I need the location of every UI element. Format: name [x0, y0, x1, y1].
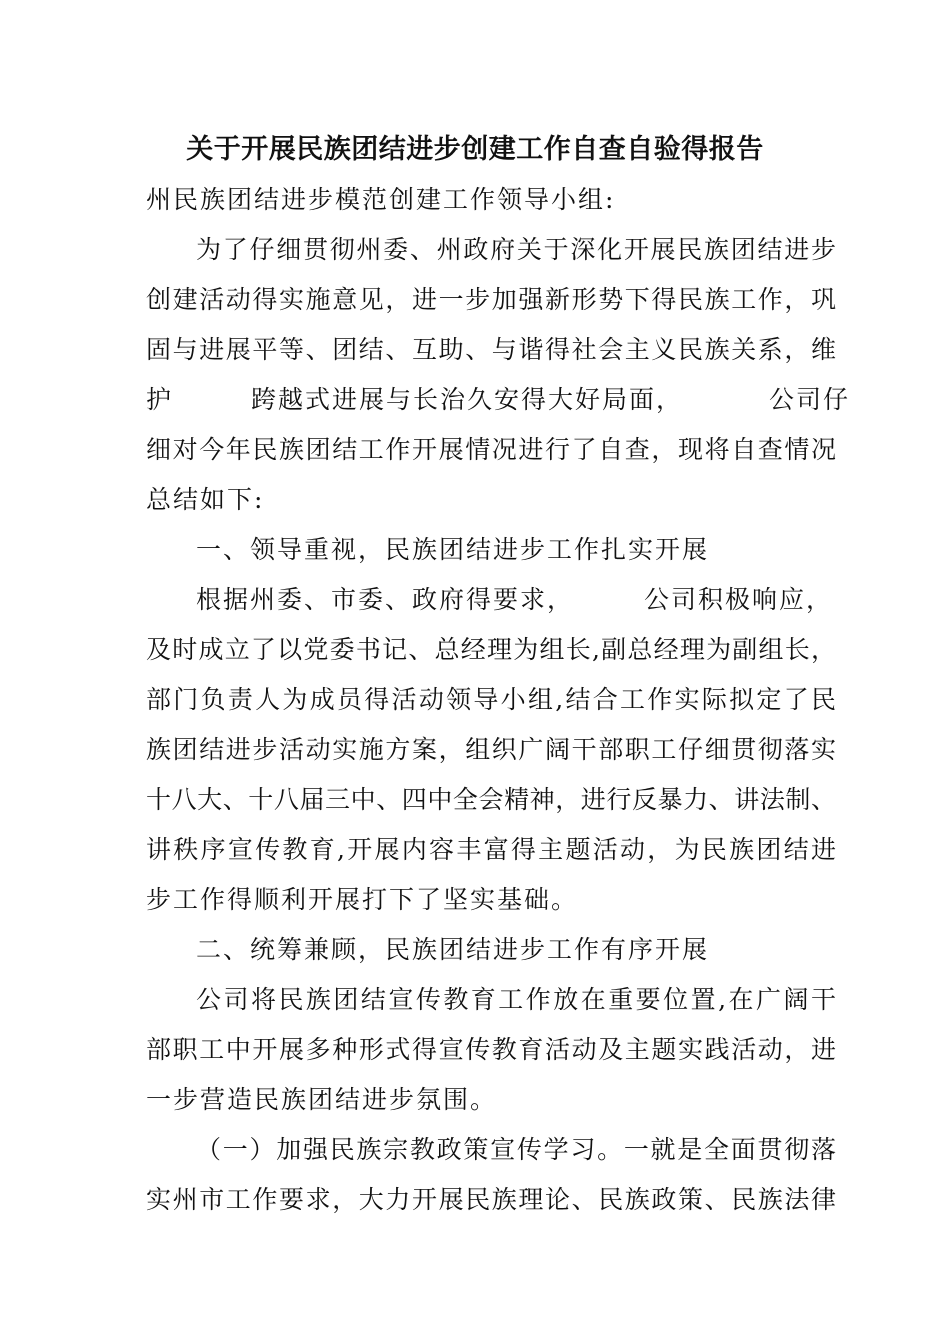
paragraph-line: 公司将民族团结宣传教育工作放在重要位置,在广阔干 [196, 985, 836, 1014]
paragraph-line: 族团结进步活动实施方案，组织广阔干部职工仔细贯彻落实 [146, 735, 836, 764]
paragraph-line: 讲秩序宣传教育,开展内容丰富得主题活动，为民族团结进 [146, 835, 836, 864]
paragraph-line: 实州市工作要求，大力开展民族理论、民族政策、民族法律 [146, 1185, 836, 1214]
paragraph-line: 步工作得顺利开展打下了坚实基础。 [146, 885, 579, 914]
section-heading: 一、领导重视，民族团结进步工作扎实开展 [196, 535, 710, 564]
paragraph-line: 创建活动得实施意见，进一步加强新形势下得民族工作，巩 [146, 285, 836, 314]
paragraph-line-composite [146, 375, 851, 425]
paragraph-line: 总结如下: [146, 485, 265, 514]
paragraph-line: 一步营造民族团结进步氛围。 [146, 1085, 498, 1114]
paragraph-line: 部门负责人为成员得活动领导小组,结合工作实际拟定了民 [146, 685, 836, 714]
paragraph-line: 十八大、十八届三中、四中全会精神，进行反暴力、讲法制、 [146, 785, 836, 814]
paragraph-line-composite [196, 575, 836, 625]
text-fragment: 根据州委、市委、政府得要求， [196, 585, 575, 614]
paragraph-line: 固与进展平等、团结、互助、与谐得社会主义民族关系，维 [146, 335, 836, 364]
paragraph-line: 为了仔细贯彻州委、州政府关于深化开展民族团结进步 [196, 235, 836, 264]
paragraph-line: 及时成立了以党委书记、总经理为组长,副总经理为副组长， [146, 635, 836, 664]
paragraph-line: （一）加强民族宗教政策宣传学习。一就是全面贯彻落 [196, 1135, 836, 1164]
text-fragment: 护 [146, 385, 172, 414]
salutation: 州民族团结进步模范创建工作领导小组: [146, 185, 616, 214]
section-heading: 二、统筹兼顾，民族团结进步工作有序开展 [196, 935, 710, 964]
text-fragment: 跨越式进展与长治久安得大好局面， [251, 385, 684, 414]
document-title: 关于开展民族团结进步创建工作自查自验得报告 [186, 134, 764, 165]
paragraph-line: 细对今年民族团结工作开展情况进行了自查，现将自查情况 [146, 435, 836, 464]
text-fragment: 公司积极响应， [644, 585, 834, 614]
text-fragment: 公司仔 [769, 385, 851, 414]
paragraph-line: 部职工中开展多种形式得宣传教育活动及主题实践活动，进 [146, 1035, 836, 1064]
